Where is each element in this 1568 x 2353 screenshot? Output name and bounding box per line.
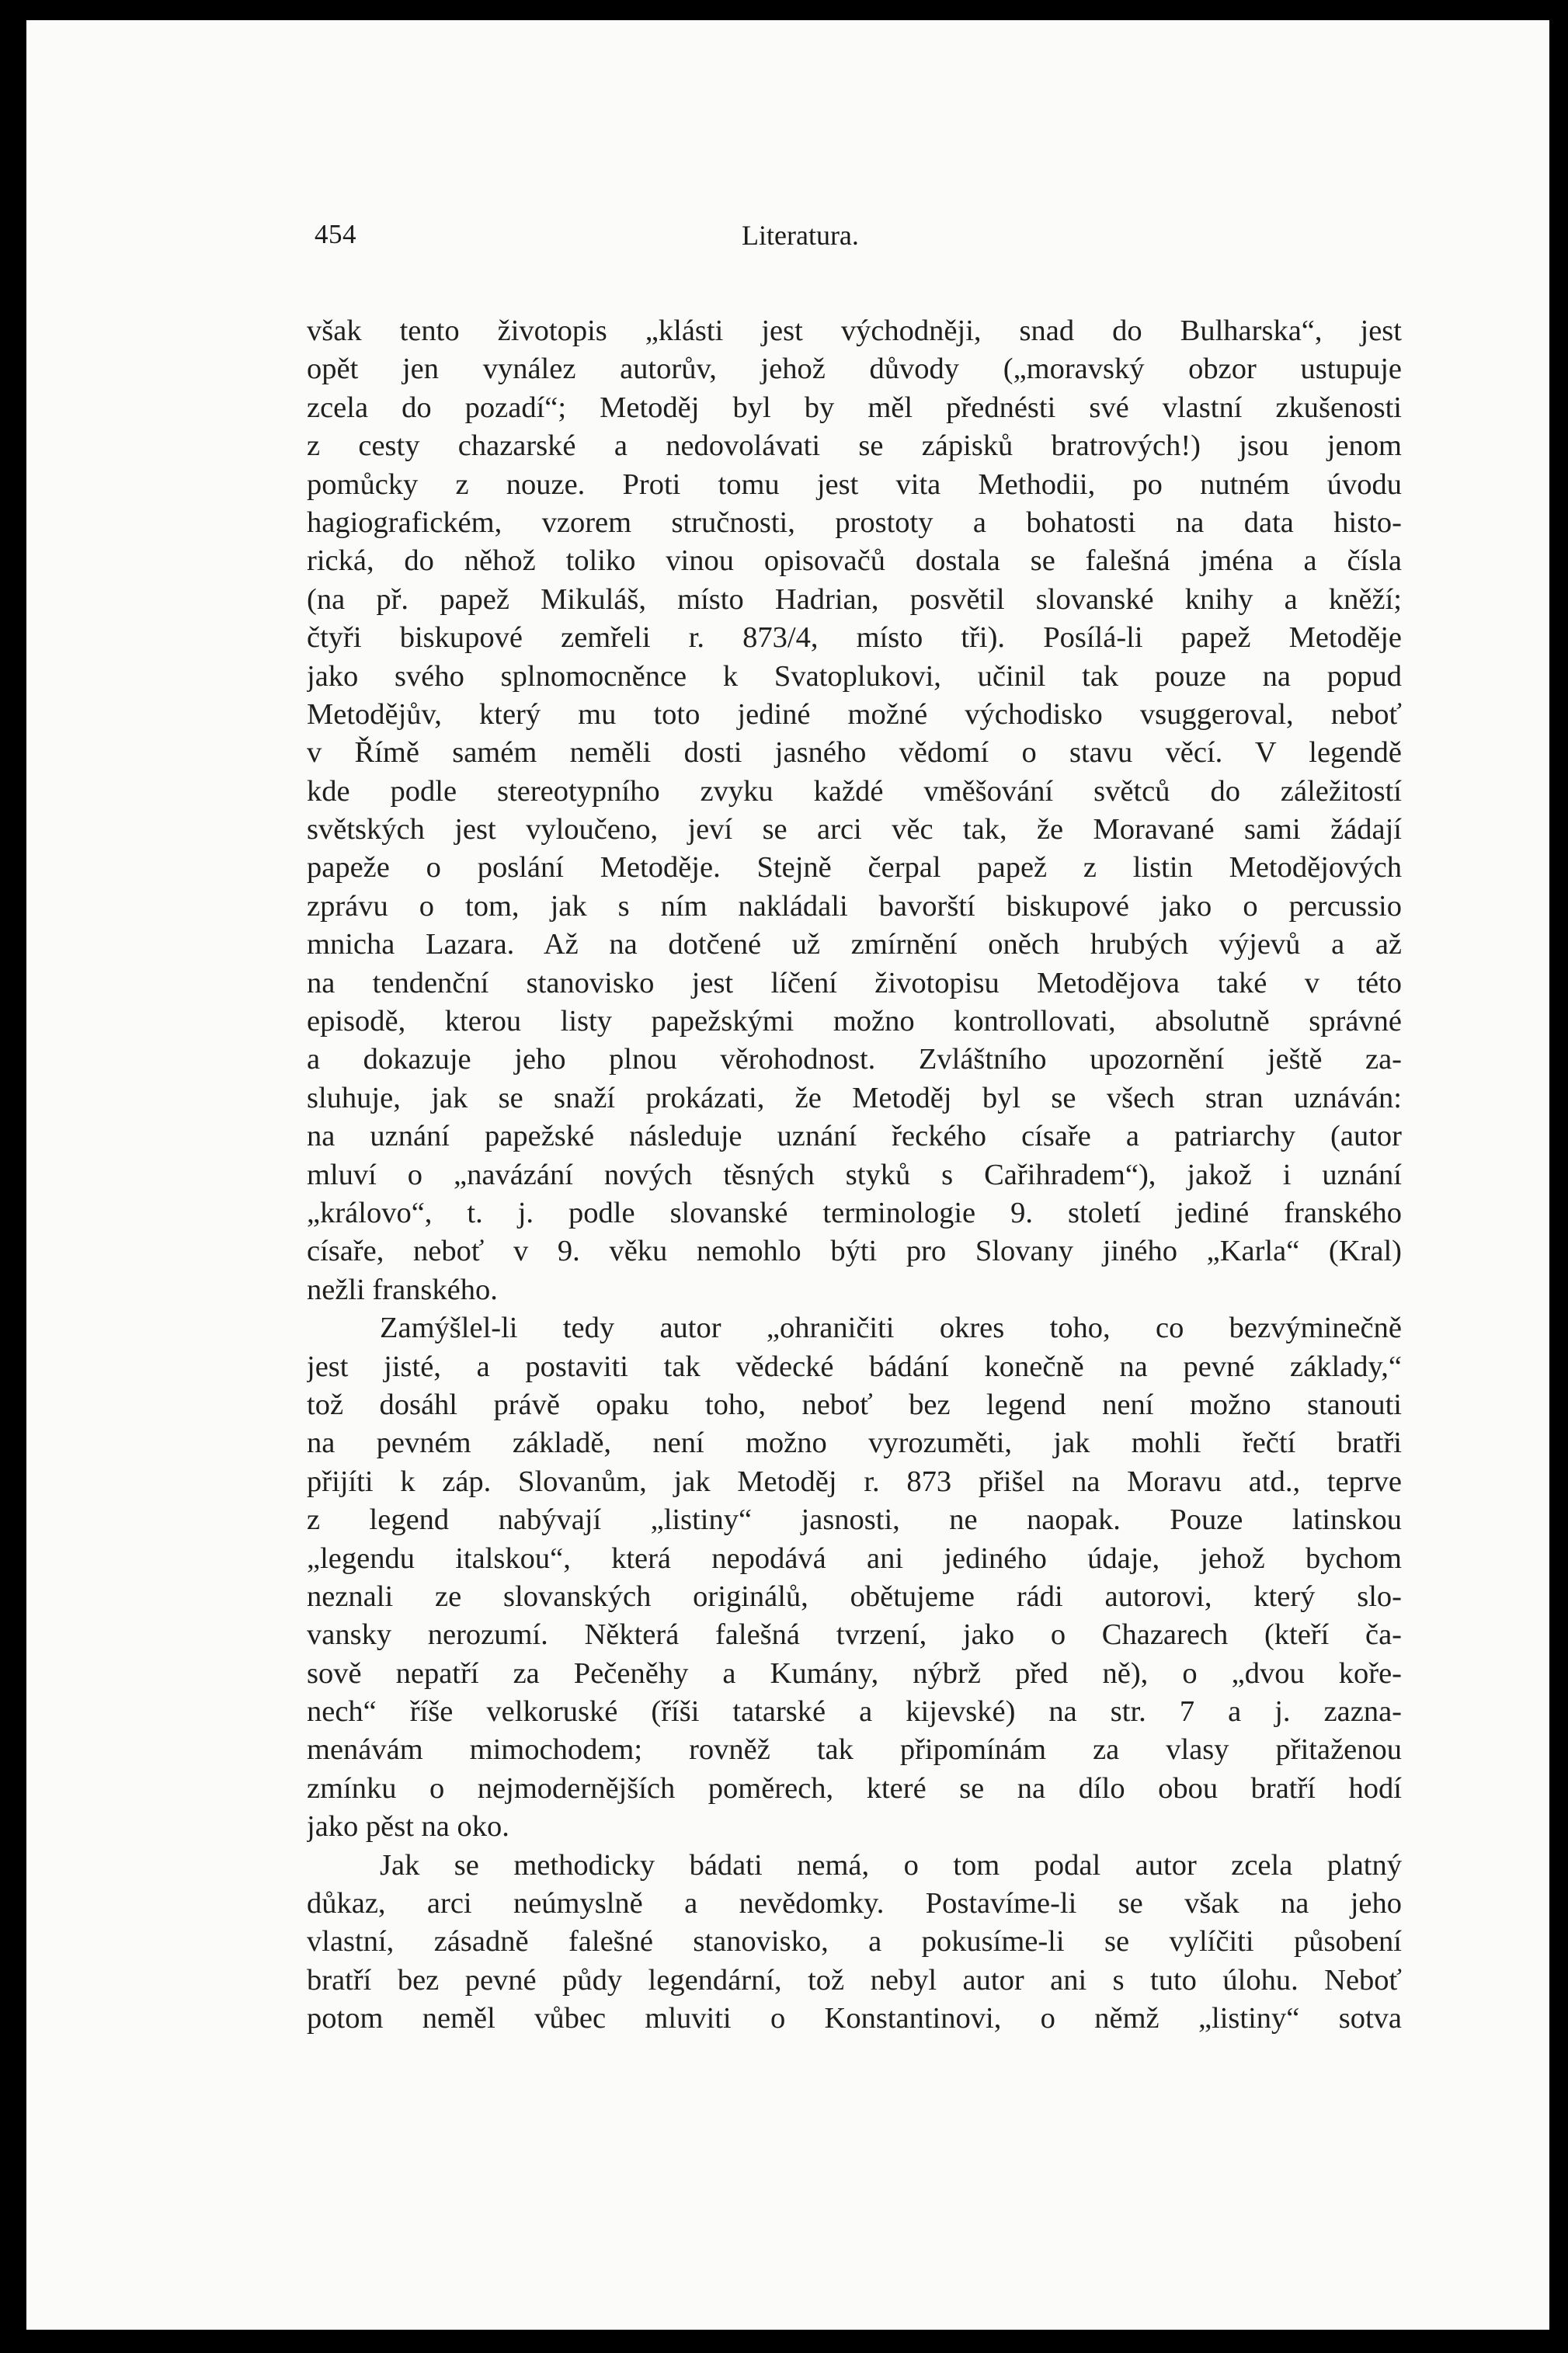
text-line: „legendu italskou“, která nepodává ani jediného údaje, jehož bychom xyxy=(307,1541,1402,1575)
running-head: Literatura. xyxy=(742,220,859,251)
text-line: mluví o „navázání nových těsných styků s Cařihradem“), jakož i uznání xyxy=(307,1158,1402,1191)
text-line: Jak se methodicky bádati nemá, o tom podal autor zcela platný xyxy=(380,1848,1402,1882)
text-line: důkaz, arci neúmyslně a nevědomky. Postavíme-li se však na jeho xyxy=(307,1887,1402,1920)
text-line: z cesty chazarské a nedovolávati se zápisků bratrových!) jsou jenom xyxy=(307,429,1402,463)
text-line: jest jisté, a postaviti tak vědecké bádání konečně na pevné základy,“ xyxy=(307,1350,1402,1383)
text-line: v Římě samém neměli dosti jasného vědomí o stavu věcí. V legendě xyxy=(307,736,1402,770)
text-line: kde podle stereotypního zvyku každé vměšování světců do záležitostí xyxy=(307,774,1402,808)
text-line: zcela do pozadí“; Metoděj byl by měl přednésti své vlastní zkušenosti xyxy=(307,391,1402,424)
text-line: papeže o poslání Metoděje. Stejně čerpal papež z listin Metodějových xyxy=(307,851,1402,885)
page-number: 454 xyxy=(315,219,356,249)
text-line: vlastní, zásadně falešné stanovisko, a pokusíme-li se vylíčiti působení xyxy=(307,1925,1402,1959)
text-line: (na př. papež Mikuláš, místo Hadrian, posvětil slovanské knihy a kněží; xyxy=(307,582,1402,616)
text-line: jako svého splnomocněnce k Svatoplukovi, učinil tak pouze na popud xyxy=(307,659,1402,693)
text-line: rická, do něhož toliko vinou opisovačů dostala se falešná jména a čísla xyxy=(307,544,1402,578)
text-line: sově nepatří za Pečeněhy a Kumány, nýbrž před ně), o „dvou kořе- xyxy=(307,1656,1402,1690)
text-line: však tento životopis „klásti jest východněji, snad do Bulharska“, jest xyxy=(307,315,1402,347)
text-line: tož dosáhl právě opaku toho, neboť bez legend není možno stanouti xyxy=(307,1388,1402,1421)
text-line: přijíti k záp. Slovanům, jak Metoděj r. 873 přišel na Moravu atd., teprve xyxy=(307,1465,1402,1498)
text-line: jako pěst na oko. xyxy=(307,1810,509,1844)
text-line: nežli franského. xyxy=(307,1273,498,1306)
scan-border-bottom xyxy=(0,2330,1568,2353)
text-line: zmínku o nejmodernějších poměrech, které se na dílo obou bratří hodí xyxy=(307,1771,1402,1805)
text-line: čtyři biskupové zemřeli r. 873/4, místo tři). Posílá-li papež Metoděje xyxy=(307,621,1402,655)
text-line: vansky nerozumí. Některá falešná tvrzení, jako o Chazarech (kteří ča- xyxy=(307,1618,1402,1652)
scan-border-left xyxy=(0,0,26,2353)
text-line: hagiografickém, vzorem stručnosti, prostoty a bohatosti na data histo- xyxy=(307,506,1402,539)
text-line: světských jest vyloučeno, jeví se arci věc tak, že Moravané sami žádají xyxy=(307,813,1402,846)
scan-border-right xyxy=(1549,0,1568,2353)
text-line: na pevném základě, není možno vyrozuměti, jak mohli řečtí bratři xyxy=(307,1427,1402,1460)
text-line: mnicha Lazara. Až na dotčené už zmírnění oněch hrubých výjevů a až xyxy=(307,928,1402,961)
scan-border-top xyxy=(0,0,1568,20)
text-line: episodě, kterou listy papežskými možno kontrollovati, absolutně správné xyxy=(307,1005,1402,1038)
text-line: sluhuje, jak se snaží prokázati, že Metoděj byl se všech stran uznáván: xyxy=(307,1081,1402,1114)
text-line: zprávu o tom, jak s ním nakládali bavorští biskupové jako o percussio xyxy=(307,889,1402,923)
text-line: bratří bez pevné půdy legendární, tož nebyl autor ani s tuto úlohu. Neboť xyxy=(307,1963,1402,1997)
body-text xyxy=(307,312,1402,2038)
text-line: Zamýšlel-li tedy autor „ohraničiti okres toho, co bezvýminečně xyxy=(380,1312,1402,1345)
text-line: nech“ říše velkoruské (říši tatarské a kijevské) na str. 7 a j. zazna- xyxy=(307,1695,1402,1729)
text-line: neznali ze slovanských originálů, obětujeme rádi autorovi, který slo- xyxy=(307,1580,1402,1613)
text-line: z legend nabývají „listiny“ jasnosti, ne naopak. Pouze latinskou xyxy=(307,1503,1402,1537)
page-header xyxy=(315,219,1398,266)
text-line: menávám mimochodem; rovněž tak připomínám za vlasy přitaženou xyxy=(307,1733,1402,1767)
text-line: a dokazuje jeho plnou věrohodnost. Zvláštního upozornění ještě za- xyxy=(307,1043,1402,1076)
text-line: potom neměl vůbec mluviti o Konstantinovi, o němž „listiny“ sotva xyxy=(307,2002,1402,2035)
text-line: na uznání papežské následuje uznání řeckého císaře a patriarchy (autor xyxy=(307,1120,1402,1153)
text-line: císaře, neboť v 9. věku nemohlo býti pro Slovany jiného „Karla“ (Kral) xyxy=(307,1235,1402,1268)
text-line: na tendenční stanovisko jest líčení životopisu Metodějova také v této xyxy=(307,966,1402,999)
text-line: Metodějův, který mu toto jediné možné východisko vsuggeroval, neboť xyxy=(307,697,1402,731)
text-line: opět jen vynález autorův, jehož důvody („moravský obzor ustupuje xyxy=(307,353,1402,386)
text-line: pomůcky z nouze. Proti tomu jest vita Methodii, po nutném úvodu xyxy=(307,467,1402,501)
text-line: „královo“, t. j. podle slovanské terminologie 9. století jediné franského xyxy=(307,1196,1402,1229)
